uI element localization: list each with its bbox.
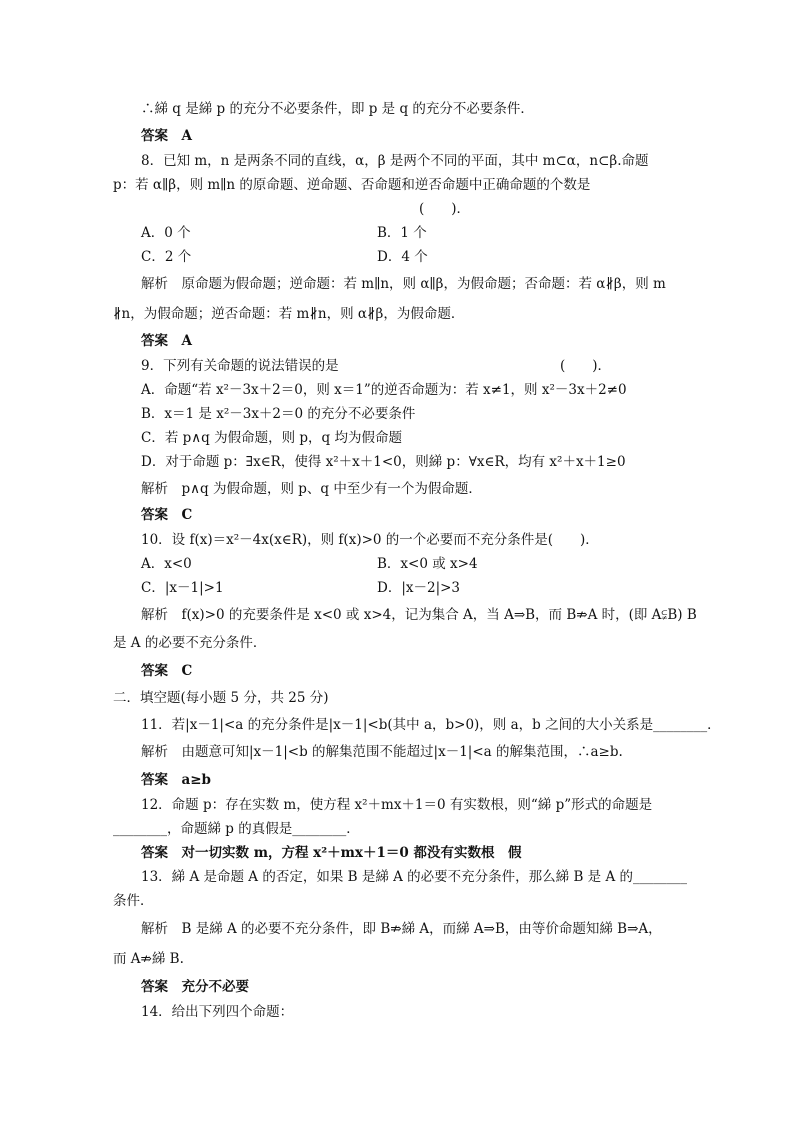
text-line: 11．若|x－1|<a 的充分条件是|x－1|<b(其中 a，b>0)，则 a，b 之间的大小关系是________． bbox=[141, 717, 721, 733]
text-line: 解析 原命题为假命题；逆命题：若 m∥n，则 α∥β，为假命题；否命题：若 α∦β，则 m bbox=[141, 276, 666, 292]
text-line: B．x＝1 是 x²－3x＋2＝0 的充分不必要条件 bbox=[141, 406, 416, 422]
text-line: 而 A⇏綈 B. bbox=[113, 951, 184, 967]
answer-line: 答案 A bbox=[141, 333, 192, 349]
text-line: ( )． bbox=[419, 201, 471, 217]
answer-line: 答案 对一切实数 m，方程 x²＋mx＋1＝0 都没有实数根 假 bbox=[141, 845, 522, 861]
text-line: 是 A 的必要不充分条件． bbox=[113, 635, 267, 651]
text-line: C．|x－1|>1 bbox=[141, 580, 224, 596]
text-line: D．对于命题 p：∃x∈R，使得 x²＋x＋1<0，则綈 p：∀x∈R，均有 x²＋x＋1≥0 bbox=[141, 454, 626, 470]
text-line: 解析 f(x)>0 的充要条件是 x<0 或 x>4，记为集合 A，当 A⇒B，而 B⇏A 时，(即 A⫋B) B bbox=[141, 607, 697, 623]
text-line: A．x<0 bbox=[141, 556, 192, 572]
text-line: ∦n，为假命题；逆否命题：若 m∦n，则 α∦β，为假命题． bbox=[113, 306, 465, 322]
text-line: 条件． bbox=[113, 893, 154, 909]
text-line: 9．下列有关命题的说法错误的是 bbox=[141, 358, 339, 374]
text-line: 二．填空题(每小题 5 分，共 25 分) bbox=[113, 690, 329, 706]
text-line: C．2 个 bbox=[141, 249, 192, 265]
text-line: 13．綈 A 是命题 A 的否定，如果 B 是綈 A 的必要不充分条件，那么綈 B 是 A 的________ bbox=[141, 869, 688, 885]
text-line: C．若 p∧q 为假命题，则 p，q 均为假命题 bbox=[141, 430, 402, 446]
text-line: ( )． bbox=[560, 358, 612, 374]
text-line: 10．设 f(x)＝x²－4x(x∈R)，则 f(x)>0 的一个必要而不充分条件是( )． bbox=[141, 532, 599, 548]
text-line: 解析 B 是綈 A 的必要不充分条件，即 B⇏綈 A，而綈 A⇒B，由等价命题知綈 B⇒A， bbox=[141, 921, 662, 937]
text-line: 解析 p∧q 为假命题，则 p、q 中至少有一个为假命题． bbox=[141, 481, 482, 497]
text-line: p：若 α∥β，则 m∥n 的原命题、逆命题、否命题和逆否命题中正确命题的个数是 bbox=[113, 177, 591, 193]
text-line: A．命题“若 x²－3x＋2＝0，则 x＝1”的逆否命题为：若 x≠1，则 x²－3x＋2≠0 bbox=[141, 382, 627, 398]
text-line: ________，命题綈 p 的真假是________． bbox=[113, 821, 360, 837]
text-line: 12．命题 p：存在实数 m，使方程 x²＋mx＋1＝0 有实数根，则“綈 p”形式的命题是 bbox=[141, 797, 653, 813]
text-line: D．4 个 bbox=[377, 249, 428, 265]
text-line: 14．给出下列四个命题： bbox=[141, 1004, 294, 1020]
text-line: B．1 个 bbox=[377, 225, 427, 241]
text-line: ∴綈 q 是綈 p 的充分不必要条件，即 p 是 q 的充分不必要条件． bbox=[141, 101, 534, 117]
text-line: D．|x－2|>3 bbox=[377, 580, 461, 596]
answer-line: 答案 C bbox=[141, 663, 193, 679]
text-line: 8．已知 m，n 是两条不同的直线，α，β 是两个不同的平面，其中 m⊂α，n⊂β.命题 bbox=[141, 153, 649, 169]
answer-line: 答案 a≥b bbox=[141, 772, 211, 788]
text-line: 解析 由题意可知|x－1|<b 的解集范围不能超过|x－1|<a 的解集范围，∴a≥b. bbox=[141, 744, 623, 760]
text-line: A．0 个 bbox=[141, 225, 191, 241]
answer-line: 答案 充分不必要 bbox=[141, 979, 249, 995]
text-line: B．x<0 或 x>4 bbox=[377, 556, 478, 572]
answer-line: 答案 C bbox=[141, 507, 193, 523]
answer-line: 答案 A bbox=[141, 128, 192, 144]
